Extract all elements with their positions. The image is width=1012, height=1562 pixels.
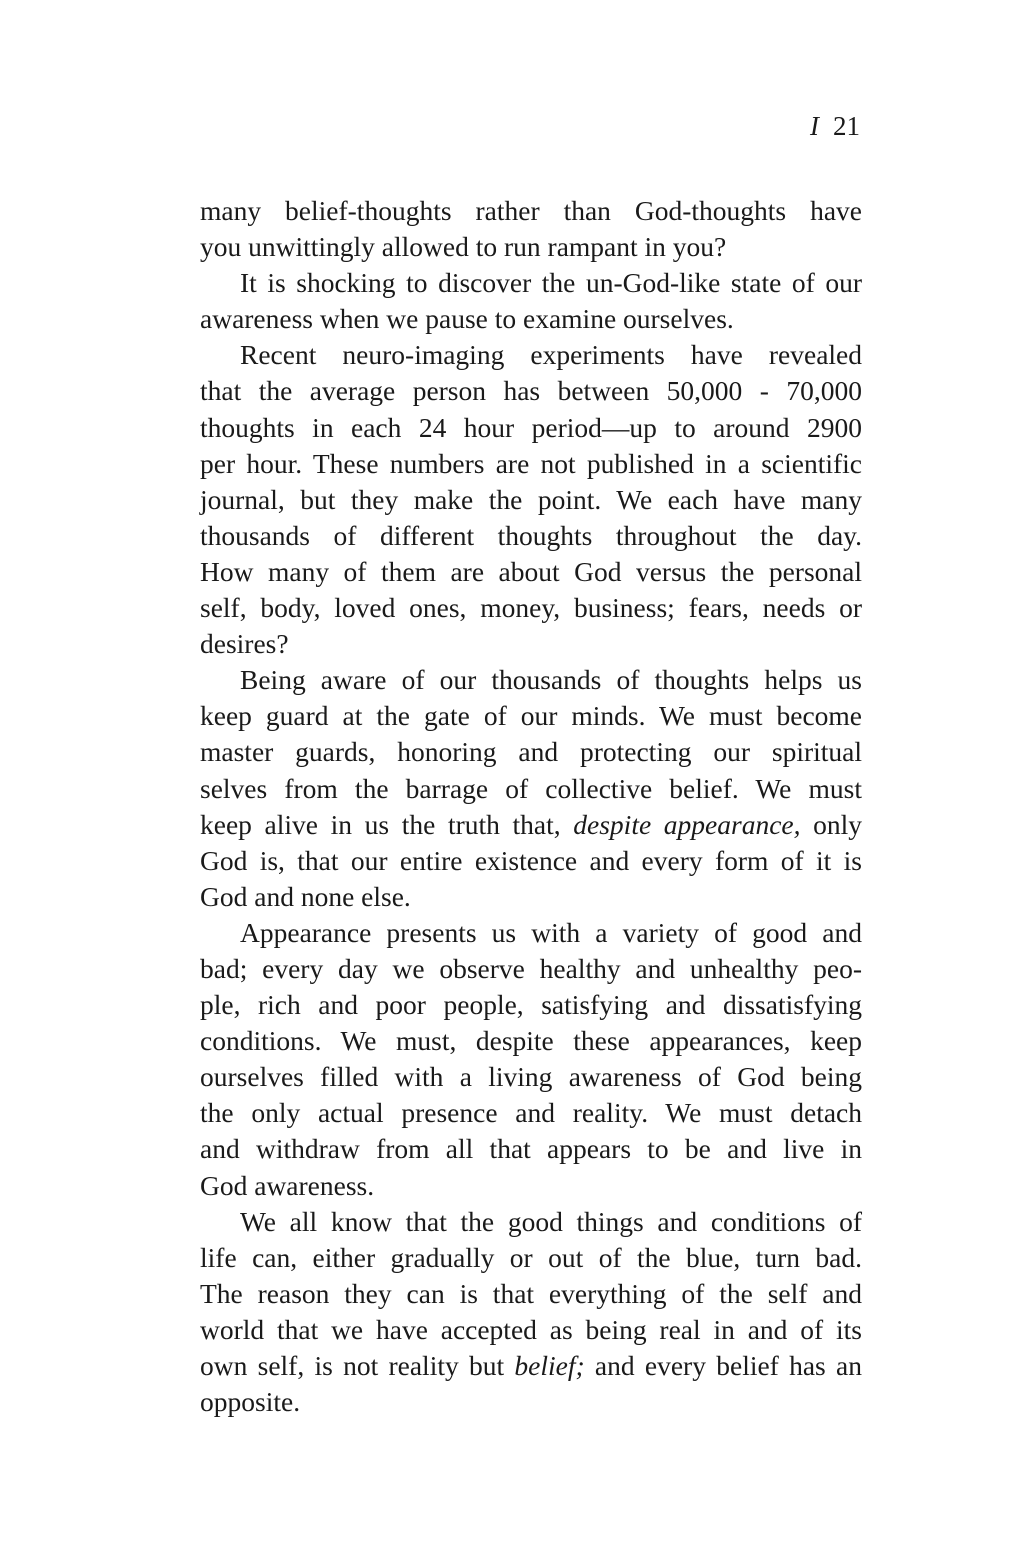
text-segment: only xyxy=(800,808,863,840)
text-line: Recent neuro-imaging experiments have revealed xyxy=(240,339,862,371)
text-line: Being aware of our thousands of thoughts helps us xyxy=(240,664,862,696)
text-line xyxy=(200,807,862,843)
text-line: Appearance presents us with a variety of good and xyxy=(240,916,862,948)
text-line: master guards, honoring and protecting our spiritual xyxy=(200,736,862,768)
body-text xyxy=(200,193,862,1420)
page-number: 21 xyxy=(833,111,860,141)
text-line: How many of them are about God versus the personal xyxy=(200,555,862,587)
text-line: thousands of different thoughts throughout the day. xyxy=(200,519,862,551)
text-line: keep guard at the gate of our minds. We must become xyxy=(200,700,862,732)
text-line: that the average person has between 50,000 - 70,000 xyxy=(200,375,862,407)
text-line: and withdraw from all that appears to be and live in xyxy=(200,1133,862,1165)
text-line: It is shocking to discover the un-God-like state of our xyxy=(240,267,862,299)
text-line: desires? xyxy=(200,628,289,660)
text-line: conditions. We must, despite these appearances, keep xyxy=(200,1025,862,1057)
emphasis-text: despite appearance, xyxy=(573,808,801,840)
text-line: God and none else. xyxy=(200,880,411,912)
text-line: God is, that our entire existence and every form of it is xyxy=(200,844,862,876)
text-line: self, body, loved ones, money, business; fears, needs or xyxy=(200,592,862,624)
text-line: you unwittingly allowed to run rampant in you? xyxy=(200,231,727,263)
running-head xyxy=(810,108,860,144)
text-line: many belief-thoughts rather than God-thoughts have xyxy=(200,195,862,226)
text-line: world that we have accepted as being real in and of its xyxy=(200,1313,862,1345)
text-line: journal, but they make the point. We each have many xyxy=(200,483,862,515)
paragraph xyxy=(200,1204,862,1421)
text-line: ourselves filled with a living awareness of God being xyxy=(200,1061,862,1093)
chapter-label: I xyxy=(810,111,819,141)
text-line: ple, rich and poor people, satisfying and dissatisfying xyxy=(200,989,862,1021)
text-line: The reason they can is that everything of the self and xyxy=(200,1277,862,1309)
text-line: thoughts in each 24 hour period—up to around 2900 xyxy=(200,411,862,443)
text-line: the only actual presence and reality. We must detach xyxy=(200,1097,862,1129)
text-line: God awareness. xyxy=(200,1169,375,1201)
text-line xyxy=(200,1348,862,1384)
text-segment: and every belief has an xyxy=(584,1350,862,1381)
text-line: opposite. xyxy=(200,1386,301,1418)
text-line: awareness when we pause to examine ourselves. xyxy=(200,303,734,335)
text-line: We all know that the good things and conditions of xyxy=(240,1205,862,1237)
paragraph xyxy=(200,915,862,1204)
text-line: bad; every day we observe healthy and unhealthy peo- xyxy=(200,952,862,984)
text-line: life can, either gradually or out of the blue, turn bad. xyxy=(200,1241,862,1273)
paragraph xyxy=(200,662,862,915)
text-line: selves from the barrage of collective belief. We must xyxy=(200,772,862,804)
text-segment: keep alive in us the truth that, xyxy=(200,808,574,840)
text-segment: own self, is not reality but xyxy=(200,1350,515,1381)
emphasis-text: belief; xyxy=(514,1350,585,1381)
paragraph xyxy=(200,193,862,265)
paragraph xyxy=(200,337,862,662)
text-line: per hour. These numbers are not published in a scientific xyxy=(200,447,862,479)
paragraph xyxy=(200,265,862,337)
